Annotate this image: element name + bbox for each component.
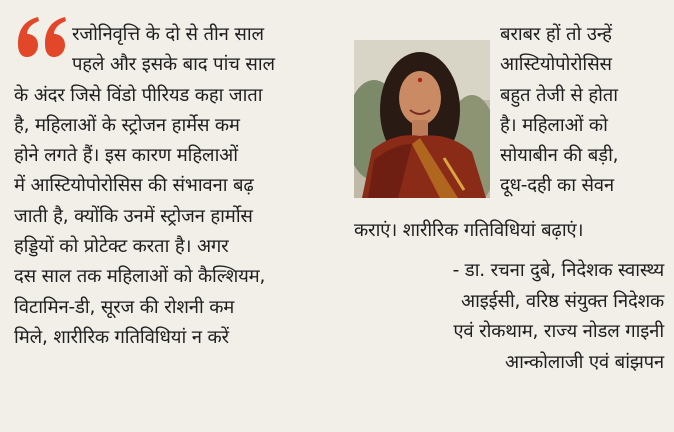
continuation-line xyxy=(354,216,666,246)
text-line: में आस्टियोपोरोसिस की संभावना बढ़ xyxy=(14,175,254,197)
text-line: हड्डियों को प्रोटेक्ट करता है। अगर xyxy=(14,236,229,258)
left-text-column xyxy=(14,20,332,353)
text-line: विटामिन-डी, सूरज की रोशनी कम xyxy=(14,296,235,318)
attribution-line: आइईसी, वरिष्ठ संयुक्त निदेशक xyxy=(460,290,664,312)
right-text-column xyxy=(500,20,670,202)
text-line: सोयाबीन की बड़ी, xyxy=(500,145,619,167)
text-line: जाती है, क्योंकि उनमें स्ट्रोजन हार्मोस xyxy=(14,205,253,227)
text-line: दूध-दही का सेवन xyxy=(500,175,614,197)
text-line: बराबर हों तो उन्हें xyxy=(500,24,612,45)
attribution-line: एवं रोकथाम, राज्य नोडल गाइनी xyxy=(453,321,664,342)
text-line: है, महिलाओं के स्ट्रोजन हार्मेस कम xyxy=(14,114,240,136)
text-line: मिले, शारीरिक गतिविधियां न करें xyxy=(14,326,229,348)
attribution-line: - डा. रचना दुबे, निदेशक स्वास्थ्य xyxy=(452,260,664,281)
text-line: पहले और इसके बाद पांच साल xyxy=(72,54,275,76)
text-line: होने लगते हैं। इस कारण महिलाओं xyxy=(14,145,238,167)
text-line: दस साल तक महिलाओं को कैल्शियम, xyxy=(14,266,266,288)
attribution-line: आन्कोलाजी एवं बांझपन xyxy=(504,351,664,373)
text-line: है। महिलाओं को xyxy=(500,114,608,136)
text-line: के अंदर जिसे विंडो पीरियड कहा जाता xyxy=(14,84,263,106)
attribution xyxy=(453,256,664,378)
portrait-photo xyxy=(354,40,490,198)
text-line: आस्टियोपोरोसिस xyxy=(500,54,612,76)
text-line: रजोनिवृत्ति के दो से तीन साल xyxy=(72,24,264,45)
text-line: कराएं। शारीरिक गतिविधियां बढ़ाएं। xyxy=(354,220,584,241)
text-line: बहुत तेजी से होता xyxy=(500,84,618,106)
